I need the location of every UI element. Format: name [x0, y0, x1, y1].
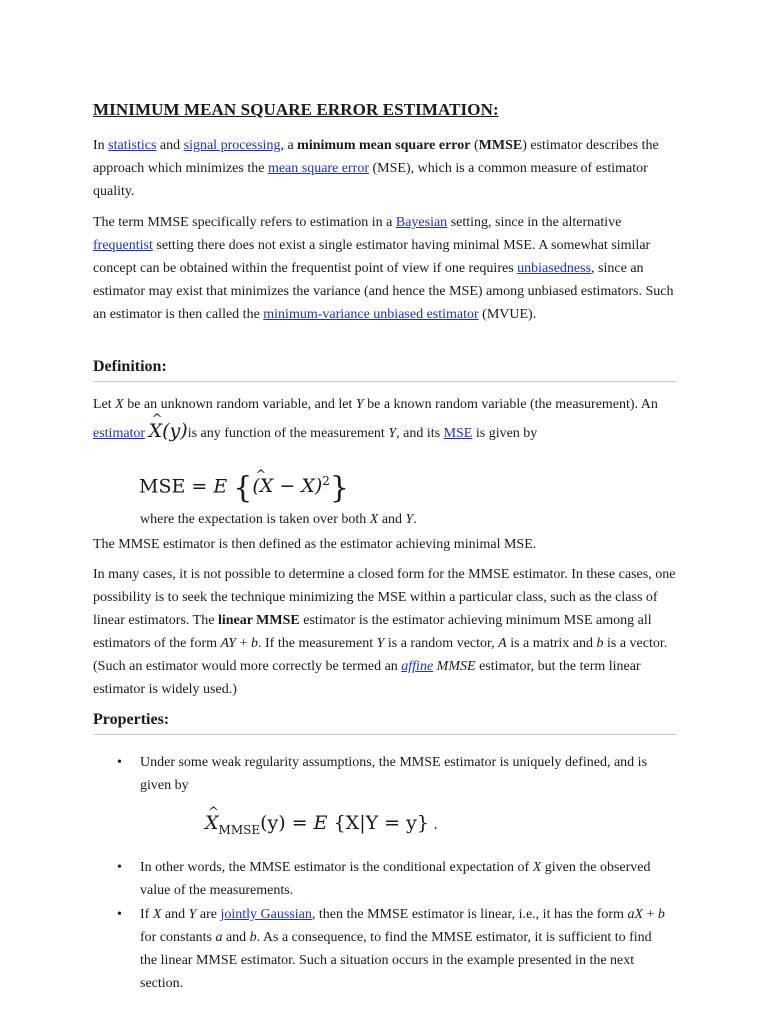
eq-expectation: E [213, 475, 228, 498]
eq2-expectation: E [313, 812, 328, 834]
text: is any function of the measurement [187, 426, 389, 441]
text: . As a consequence, to find the MMSE estimator, it is sufficient to find the linear MMSE estimator. Such a situation occurs in the example presented in the next section. [140, 930, 652, 991]
eq2-x: ^ X [205, 812, 219, 835]
text: In other words, the MMSE estimator is the conditional expectation of [140, 860, 533, 875]
link-estimator[interactable]: estimator [93, 426, 146, 441]
text: + [236, 636, 252, 651]
page-title: MINIMUM MEAN SQUARE ERROR ESTIMATION: [93, 100, 499, 119]
var-a: a [215, 930, 223, 945]
var-ay: AY [220, 636, 237, 651]
property-1: Under some weak regularity assumptions, the MMSE estimator is uniquely defined, and is given by [140, 755, 648, 793]
text: estimator, but the term linear estimator is widely used.) [93, 659, 641, 697]
text: In many cases, it is not possible to determine a closed form for the MMSE estimator. In these cases, one possibility is to seek the technique minimizing the MSE within a particular class, such as the class of linear estimators. The [93, 567, 676, 628]
var-y: Y [376, 636, 385, 651]
text: be an unknown random variable, and let [123, 397, 356, 412]
text: Let [93, 397, 116, 412]
var-b: b [657, 907, 665, 922]
text: is a vector. (Such an estimator would more correctly be termed an [93, 636, 668, 674]
text: The term MMSE specifically refers to estimation in a [93, 215, 396, 230]
eq2-body: {X|Y = y} [333, 812, 429, 834]
var-x: X [115, 397, 124, 412]
text: is given by [472, 426, 538, 441]
definition-heading: Definition: [93, 355, 677, 382]
text: If [140, 907, 153, 922]
mmse-definition-line: The MMSE estimator is then defined as the estimator achieving minimal MSE. [93, 537, 537, 552]
eq-brace-close: } [329, 470, 349, 506]
definition-paragraph [93, 392, 683, 447]
text: ) estimator describes the approach which minimizes the [93, 138, 659, 176]
where-line [140, 508, 730, 531]
link-jointly-gaussian[interactable]: jointly Gaussian [220, 907, 312, 922]
property-3 [140, 903, 670, 995]
link-mvue[interactable]: minimum-variance unbiased estimator [263, 307, 479, 322]
var-x: X [532, 860, 542, 875]
var-x: X [369, 512, 379, 527]
text: (MSE), which is a common measure of estimator quality. [93, 161, 648, 199]
text: In [93, 138, 109, 153]
estimator-math: ^ X(y) [149, 418, 188, 444]
var-y: Y [388, 426, 397, 441]
eq-sup: 2 [322, 474, 330, 488]
bold-abbrev: MMSE [478, 138, 523, 153]
link-bayesian[interactable]: Bayesian [395, 215, 448, 230]
var-a: A [498, 636, 507, 651]
text: where the expectation is taken over both [140, 512, 370, 527]
text: , since an estimator may exist that minimizes the variance (and hence the MSE) among unbiased estimators. Such an estimator is then called the [93, 261, 674, 322]
link-frequentist[interactable]: frequentist [93, 238, 153, 253]
link-unbiasedness[interactable]: unbiasedness [517, 261, 592, 276]
bullet-3-marker: • [117, 907, 122, 922]
text: , then the MMSE estimator is linear, i.e., it has the form [311, 907, 628, 922]
text: ( [470, 138, 479, 153]
text: is a matrix and [506, 636, 597, 651]
text: and [378, 512, 406, 527]
text: for constants [140, 930, 216, 945]
text: estimator is the estimator achieving minimum MSE among all estimators of the form [93, 613, 652, 651]
link-affine[interactable]: affine [401, 659, 434, 674]
properties-heading: Properties: [93, 708, 677, 735]
bold-term: minimum mean square error [297, 138, 471, 153]
intro-paragraph [93, 134, 683, 203]
var-x: X [152, 907, 162, 922]
link-mse[interactable]: MSE [443, 426, 473, 441]
var-b: b [251, 636, 259, 651]
text: , and its [396, 426, 444, 441]
bold-term: linear MMSE [217, 613, 300, 628]
text: setting, since in the alternative [447, 215, 622, 230]
mse-equation [139, 470, 349, 506]
text: setting there does not exist a single estimator having minimal MSE. A somewhat similar concept can be obtained within the frequentist point of view if one requires [93, 238, 651, 276]
var-ax: aX [627, 907, 643, 922]
eq-brace-open: { [233, 470, 253, 506]
var-y: Y [405, 512, 414, 527]
text: and [222, 930, 250, 945]
eq2-dot: . [428, 817, 438, 833]
eq-lhs: MSE = [139, 475, 214, 498]
property-2 [140, 856, 670, 902]
text: . If the measurement [258, 636, 377, 651]
text: + [643, 907, 658, 922]
text: given the observed value of the measurements. [140, 860, 651, 898]
text: are [196, 907, 221, 922]
var-y: Y [355, 397, 364, 412]
eq2-arg: (y) = [260, 812, 314, 834]
text: and [161, 907, 189, 922]
eq-body: ^ (X − X) [252, 475, 322, 498]
text: is a random vector, [384, 636, 499, 651]
bullet-2-marker: • [117, 860, 122, 875]
text: , a [280, 138, 298, 153]
link-mean-square-error[interactable]: mean square error [267, 161, 370, 176]
italic-mmse: MMSE [436, 659, 476, 674]
link-statistics[interactable]: statistics [108, 138, 157, 153]
text: be a known random variable (the measurement). An [363, 397, 658, 412]
var-y: Y [188, 907, 197, 922]
text: and [156, 138, 184, 153]
text: (MVUE). [478, 307, 537, 322]
term-paragraph [93, 211, 683, 326]
link-signal-processing[interactable]: signal processing [183, 138, 281, 153]
eq2-sub: MMSE [218, 822, 261, 837]
text: . [413, 512, 417, 527]
mmse-equation [205, 812, 438, 842]
var-b: b [596, 636, 604, 651]
linear-mmse-paragraph [93, 563, 683, 701]
var-b: b [249, 930, 257, 945]
bullet-1-marker: • [117, 755, 122, 770]
